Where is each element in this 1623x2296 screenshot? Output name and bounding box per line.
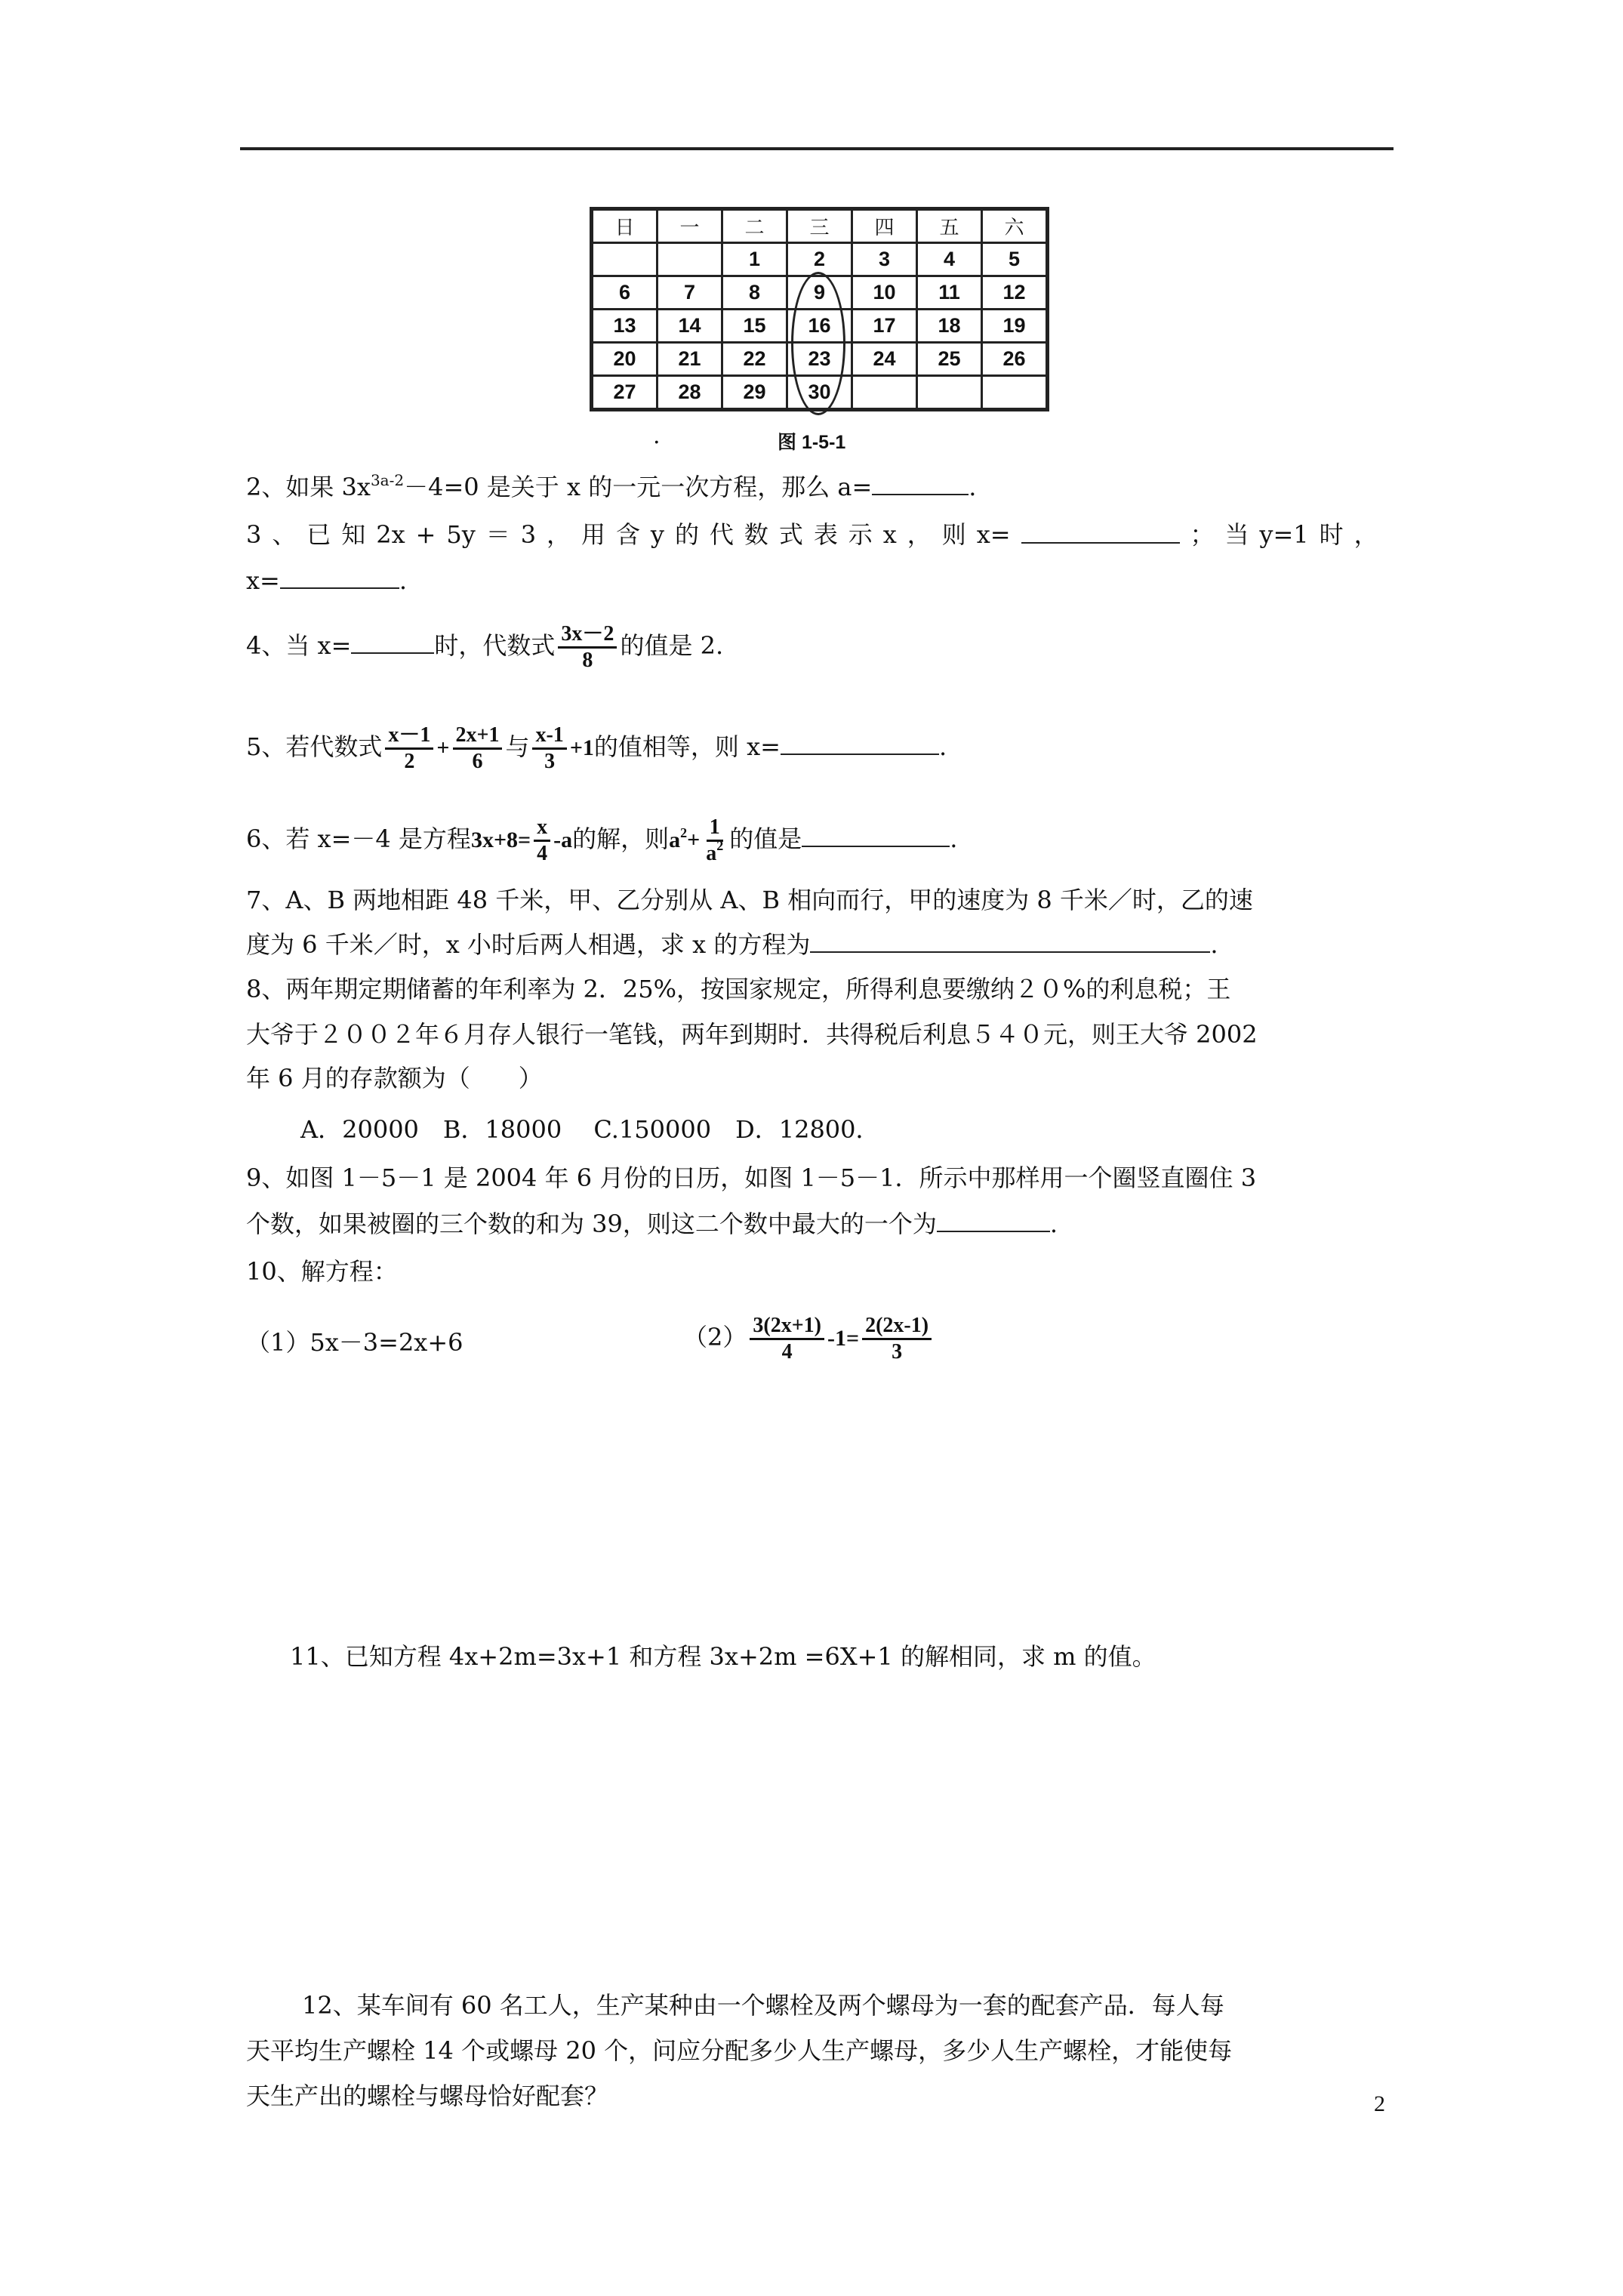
- question-2-period: .: [969, 473, 977, 501]
- calendar-cell: [658, 243, 722, 276]
- exponent: 2: [716, 838, 724, 853]
- calendar-cell: 1: [722, 243, 787, 276]
- question-6-text-3: 的值是: [729, 824, 802, 853]
- figure-dot: .: [653, 423, 661, 449]
- question-6: [246, 815, 957, 866]
- fraction: [385, 723, 433, 774]
- question-2: [246, 471, 976, 502]
- plus-one: +1: [569, 735, 594, 760]
- fraction-numerator: 3x－2: [558, 622, 617, 649]
- equation-part: 3x+8=: [470, 827, 531, 852]
- answer-blank[interactable]: [351, 630, 434, 654]
- question-10-part-2-label: （2）: [683, 1323, 747, 1351]
- fraction: [532, 723, 566, 774]
- question-3-token: 已: [306, 520, 331, 549]
- question-4-text-2: 时，代数式: [434, 631, 556, 660]
- calendar-cell: 7: [658, 276, 722, 310]
- question-3-token: y: [650, 520, 664, 549]
- question-11: 11、已知方程 4x+2m=3x+1 和方程 3x+2m =6X+1 的解相同，求 m 的值。: [290, 1642, 1156, 1671]
- calendar-cell: 27: [592, 376, 658, 410]
- calendar-cell: 10: [852, 276, 917, 310]
- question-9-period: .: [1049, 1210, 1058, 1238]
- question-7-line-1: 7、A、B 两地相距 48 千米，甲、乙分别从 A、B 相向而行，甲的速度为 8 千米／时，乙的速: [246, 886, 1253, 914]
- fraction-denominator: 3: [892, 1340, 903, 1364]
- question-5-text: 5、若代数式: [246, 732, 383, 761]
- question-3-token: 含: [615, 520, 640, 549]
- question-3-token: 当: [1224, 520, 1249, 549]
- question-3-token: ＝: [485, 520, 510, 549]
- question-8-line-3: 年 6 月的存款额为（ ）: [246, 1064, 543, 1093]
- fraction: [453, 723, 503, 774]
- question-3-token: x=: [976, 520, 1011, 549]
- question-3-token: y=1: [1259, 520, 1309, 549]
- figure-caption: 图 1-5-1: [778, 432, 846, 453]
- exponent: 2: [680, 825, 688, 840]
- question-2-exponent: 3a-2: [370, 471, 405, 489]
- question-3-line-2: [246, 565, 407, 596]
- question-12-line-3: 天生产出的螺栓与螺母恰好配套？: [246, 2082, 609, 2110]
- question-9-text: 个数，如果被圈的三个数的和为 39，则这二个数中最大的一个为: [246, 1210, 937, 1238]
- calendar-cell: 3: [852, 243, 917, 276]
- fraction-denominator: 6: [472, 750, 483, 773]
- fraction-numerator: 2(2x-1): [862, 1314, 932, 1340]
- calendar-cell: 22: [722, 343, 787, 376]
- calendar-cell: 12: [982, 276, 1048, 310]
- variable-a: a: [669, 827, 681, 852]
- calendar-header-cell: 日: [592, 209, 658, 243]
- plus-sign: +: [436, 735, 450, 760]
- question-9-line-1: 9、如图 1－5－1 是 2004 年 6 月份的日历，如图 1－5－1．所示中那样用一个圈竖直圈住 3: [246, 1163, 1257, 1192]
- question-7-period: .: [1210, 930, 1218, 959]
- calendar-header-cell: 三: [787, 209, 852, 243]
- question-7-text: 度为 6 千米／时，x 小时后两人相遇，求 x 的方程为: [246, 930, 811, 959]
- calendar-cell: 26: [982, 343, 1048, 376]
- calendar-cell: 17: [852, 310, 917, 343]
- fraction-numerator: x－1: [385, 723, 433, 750]
- header-rule: [240, 147, 1394, 150]
- question-10-title: 10、解方程：: [246, 1257, 398, 1286]
- calendar-cell: 28: [658, 376, 722, 410]
- fraction-numerator: 2x+1: [453, 723, 503, 750]
- question-3-token: +: [415, 520, 436, 549]
- fraction-denominator: 3: [544, 750, 556, 773]
- calendar-cell: [982, 376, 1048, 410]
- question-3-token: 2x: [376, 520, 405, 549]
- question-3-token: x: [882, 520, 897, 549]
- calendar-cell: 18: [917, 310, 982, 343]
- question-8-line-1: 8、两年期定期储蓄的年利率为 2．25%，按国家规定，所得利息要缴纳２０%的利息税；王: [246, 975, 1231, 1003]
- question-5-period: .: [938, 732, 947, 761]
- question-6-text-2: 的解，则: [572, 824, 670, 853]
- question-8-options: A．20000 B．18000 C.150000 D．12800．: [300, 1115, 880, 1144]
- calendar-cell: 16: [787, 310, 852, 343]
- question-3-token: 时: [1319, 520, 1344, 549]
- calendar-cell: 4: [917, 243, 982, 276]
- calendar-row: [592, 343, 1048, 376]
- page-number: 2: [1374, 2091, 1385, 2116]
- question-3-token: 代: [709, 520, 734, 549]
- calendar-cell: 30: [787, 376, 852, 410]
- question-2-text: 2、如果 3x: [246, 473, 371, 501]
- question-8-line-2: 大爷于２００２年６月存人银行一笔钱，两年到期时．共得税后利息５４０元，则王大爷 2002: [246, 1020, 1258, 1049]
- question-3-token: 数: [744, 520, 768, 549]
- fraction: [750, 1314, 824, 1364]
- question-12-line-2: 天平均生产螺栓 14 个或螺母 20 个，问应分配多少人生产螺母，多少人生产螺栓，才能使每: [246, 2036, 1233, 2065]
- calendar-header-cell: 五: [917, 209, 982, 243]
- question-3-token: 3: [520, 520, 537, 549]
- denominator-base: a: [706, 842, 717, 865]
- fraction-denominator: 4: [537, 842, 548, 865]
- fraction: [534, 815, 550, 866]
- calendar-cell: 5: [982, 243, 1048, 276]
- fraction: [703, 815, 726, 866]
- answer-blank[interactable]: [872, 471, 969, 495]
- calendar-cell: 23: [787, 343, 852, 376]
- calendar-cell: 8: [722, 276, 787, 310]
- fraction-numerator: x: [534, 815, 550, 842]
- question-5-text-2: 的值相等，则 x=: [593, 732, 781, 761]
- answer-blank[interactable]: [810, 929, 1210, 953]
- question-12-line-1: 12、某车间有 60 名工人，生产某种由一个螺栓及两个螺母为一套的配套产品．每人每: [302, 1991, 1224, 2020]
- question-3-token: 则: [941, 520, 966, 549]
- question-3-token: 知: [341, 520, 366, 549]
- calendar-header-cell: 一: [658, 209, 722, 243]
- calendar-cell: 21: [658, 343, 722, 376]
- answer-blank[interactable]: [781, 731, 939, 755]
- calendar-cell: 19: [982, 310, 1048, 343]
- question-6-text: 6、若 x=－4 是方程: [246, 824, 471, 853]
- calendar-cell: 25: [917, 343, 982, 376]
- calendar-cell: 14: [658, 310, 722, 343]
- question-3-token: ，: [1354, 520, 1378, 549]
- calendar-cell: 11: [917, 276, 982, 310]
- calendar-cell: 24: [852, 343, 917, 376]
- fraction: [862, 1314, 932, 1364]
- calendar-cell: 9: [787, 276, 852, 310]
- question-3-token: ，: [547, 520, 571, 549]
- question-9-line-2: [246, 1208, 1058, 1239]
- question-3-token: 示: [848, 520, 873, 549]
- calendar-cell: 13: [592, 310, 658, 343]
- question-3-token: ；: [1190, 520, 1215, 549]
- question-4-text: 4、当 x=: [246, 631, 352, 660]
- answer-blank[interactable]: [280, 565, 399, 589]
- fraction: [558, 622, 617, 673]
- fraction-numerator: x-1: [532, 723, 566, 750]
- question-4-text-3: 的值是 2.: [620, 631, 724, 660]
- calendar-cell: [852, 376, 917, 410]
- question-4: [246, 622, 723, 673]
- fraction-numerator: 1: [707, 815, 723, 842]
- calendar-row: [592, 376, 1048, 410]
- calendar-cell: [917, 376, 982, 410]
- question-3-text: x=: [246, 566, 280, 595]
- question-3-token: 3: [246, 520, 262, 549]
- question-3-token: 表: [813, 520, 838, 549]
- question-7-line-2: [246, 929, 1218, 960]
- answer-blank[interactable]: [802, 823, 950, 847]
- answer-blank[interactable]: [1021, 519, 1180, 544]
- equation-part: -a: [553, 827, 573, 852]
- question-10-part-1: （1）5x－3=2x+6: [246, 1328, 463, 1357]
- calendar-row: [592, 310, 1048, 343]
- question-3-token: 的: [674, 520, 699, 549]
- fraction-denominator: 4: [781, 1340, 793, 1364]
- calendar-header-cell: 二: [722, 209, 787, 243]
- calendar-cell: 6: [592, 276, 658, 310]
- answer-blank[interactable]: [937, 1208, 1050, 1232]
- fraction-denominator: 2: [404, 750, 415, 773]
- question-2-text-2: －4=0 是关于 x 的一元一次方程，那么 a=: [404, 473, 873, 501]
- question-3-token: 、: [272, 520, 297, 549]
- fraction-denominator: 8: [582, 649, 593, 672]
- question-3-period: .: [399, 566, 408, 595]
- question-3-token: 用: [581, 520, 605, 549]
- calendar-cell: 15: [722, 310, 787, 343]
- question-6-period: .: [950, 824, 958, 853]
- question-3-token: ，: [907, 520, 932, 549]
- calendar-cell: 2: [787, 243, 852, 276]
- question-5-with: 与: [505, 732, 530, 761]
- equation-part: -1=: [827, 1326, 860, 1351]
- calendar-table: [590, 207, 1049, 411]
- calendar-cell: 29: [722, 376, 787, 410]
- question-3-line-1: [246, 519, 1378, 550]
- calendar-header-cell: 四: [852, 209, 917, 243]
- calendar-cell: [592, 243, 658, 276]
- calendar-cell: 20: [592, 343, 658, 376]
- question-10-part-2: [683, 1314, 935, 1364]
- calendar-header-row: [592, 209, 1048, 243]
- plus-sign: +: [687, 827, 701, 852]
- calendar-row: [592, 243, 1048, 276]
- fraction-denominator: [703, 838, 726, 866]
- question-3-token: 式: [778, 520, 803, 549]
- calendar-header-cell: 六: [982, 209, 1048, 243]
- calendar-row: [592, 276, 1048, 310]
- question-5: [246, 723, 947, 774]
- fraction-numerator: 3(2x+1): [750, 1314, 824, 1340]
- question-3-token: 5y: [446, 520, 476, 549]
